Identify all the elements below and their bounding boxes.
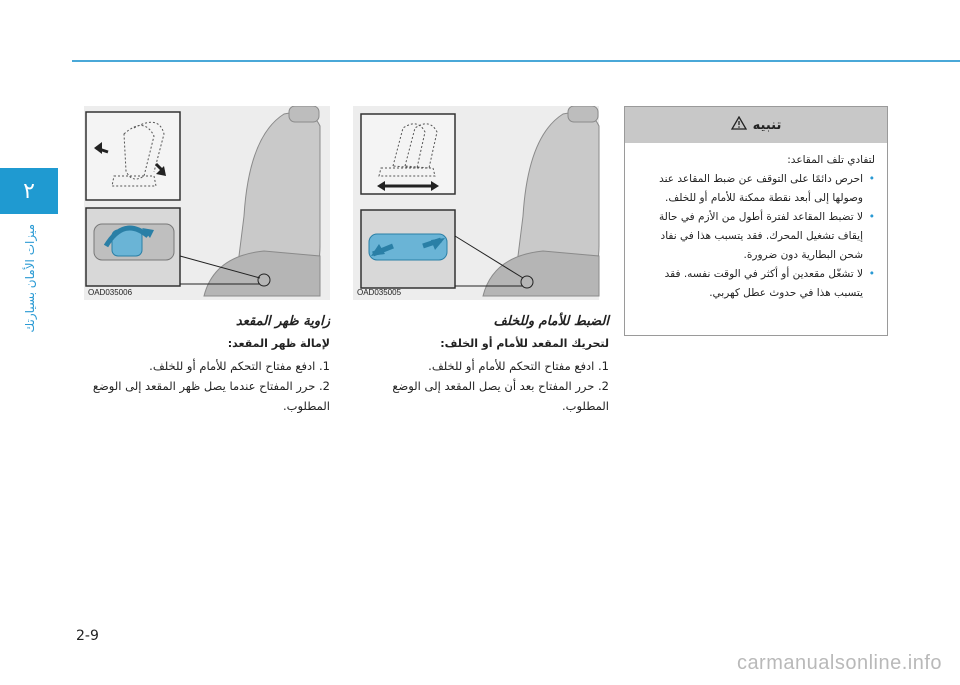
caution-box bbox=[624, 106, 888, 336]
caution-header bbox=[625, 107, 887, 143]
caution-item: • احرص دائمًا على التوقف عن ضبط المقاعد عند وصولها إلى أبعد نقطة ممكنة للأمام أو للخلف. bbox=[635, 170, 875, 208]
chapter-number: ٢ bbox=[23, 178, 35, 204]
step-item: 2. حرر المفتاح بعد أن يصل المقعد إلى الوضع المطلوب. bbox=[392, 379, 609, 413]
chapter-tab bbox=[0, 168, 58, 214]
seat-slide-illustration bbox=[353, 106, 609, 300]
section-subheading: لإمالة ظهر المقعد: bbox=[227, 337, 330, 350]
forward-backward-figure bbox=[353, 106, 599, 300]
seat-recline-illustration bbox=[84, 106, 330, 300]
side-chapter-title: ميزات الأمان بسيارتك bbox=[23, 224, 37, 333]
forward-backward-section bbox=[353, 312, 609, 416]
section-subheading: لتحريك المقعد للأمام أو الخلف: bbox=[440, 337, 609, 350]
watermark: carmanualsonline.info bbox=[736, 652, 942, 674]
steps-list bbox=[353, 356, 609, 416]
figure-code: OAD035005 bbox=[357, 288, 402, 297]
backrest-figure bbox=[84, 106, 330, 300]
header-rule bbox=[72, 60, 960, 62]
caution-list bbox=[635, 170, 875, 303]
caution-body bbox=[625, 143, 887, 303]
page-number: 2-9 bbox=[76, 628, 99, 644]
figure-code: OAD035006 bbox=[88, 288, 133, 297]
caution-item: • لا تشغّل مقعدين أو أكثر في الوقت نفسه. فقد يتسبب هذا في حدوث عطل كهربي. bbox=[635, 265, 875, 303]
step-item: 1. ادفع مفتاح التحكم للأمام أو للخلف. bbox=[428, 359, 609, 373]
step-item: 2. حرر المفتاح عندما يصل ظهر المقعد إلى الوضع المطلوب. bbox=[92, 379, 330, 413]
caution-title: تنبيه bbox=[752, 117, 782, 133]
section-heading: زاوية ظهر المقعد bbox=[235, 314, 330, 329]
step-item: 1. ادفع مفتاح التحكم للأمام أو للخلف. bbox=[149, 359, 330, 373]
caution-intro: لتفادي تلف المقاعد: bbox=[787, 154, 875, 166]
warning-triangle-icon bbox=[731, 116, 747, 134]
caution-item: • لا تضبط المقاعد لفترة أطول من الأزم في حالة إيقاف تشغيل المحرك. فقد يتسبب هذا في نفاد شحن البطارية دون ضرورة. bbox=[635, 208, 875, 265]
steps-list bbox=[84, 356, 330, 416]
section-heading: الضبط للأمام وللخلف bbox=[493, 314, 609, 329]
backrest-section bbox=[84, 312, 330, 416]
